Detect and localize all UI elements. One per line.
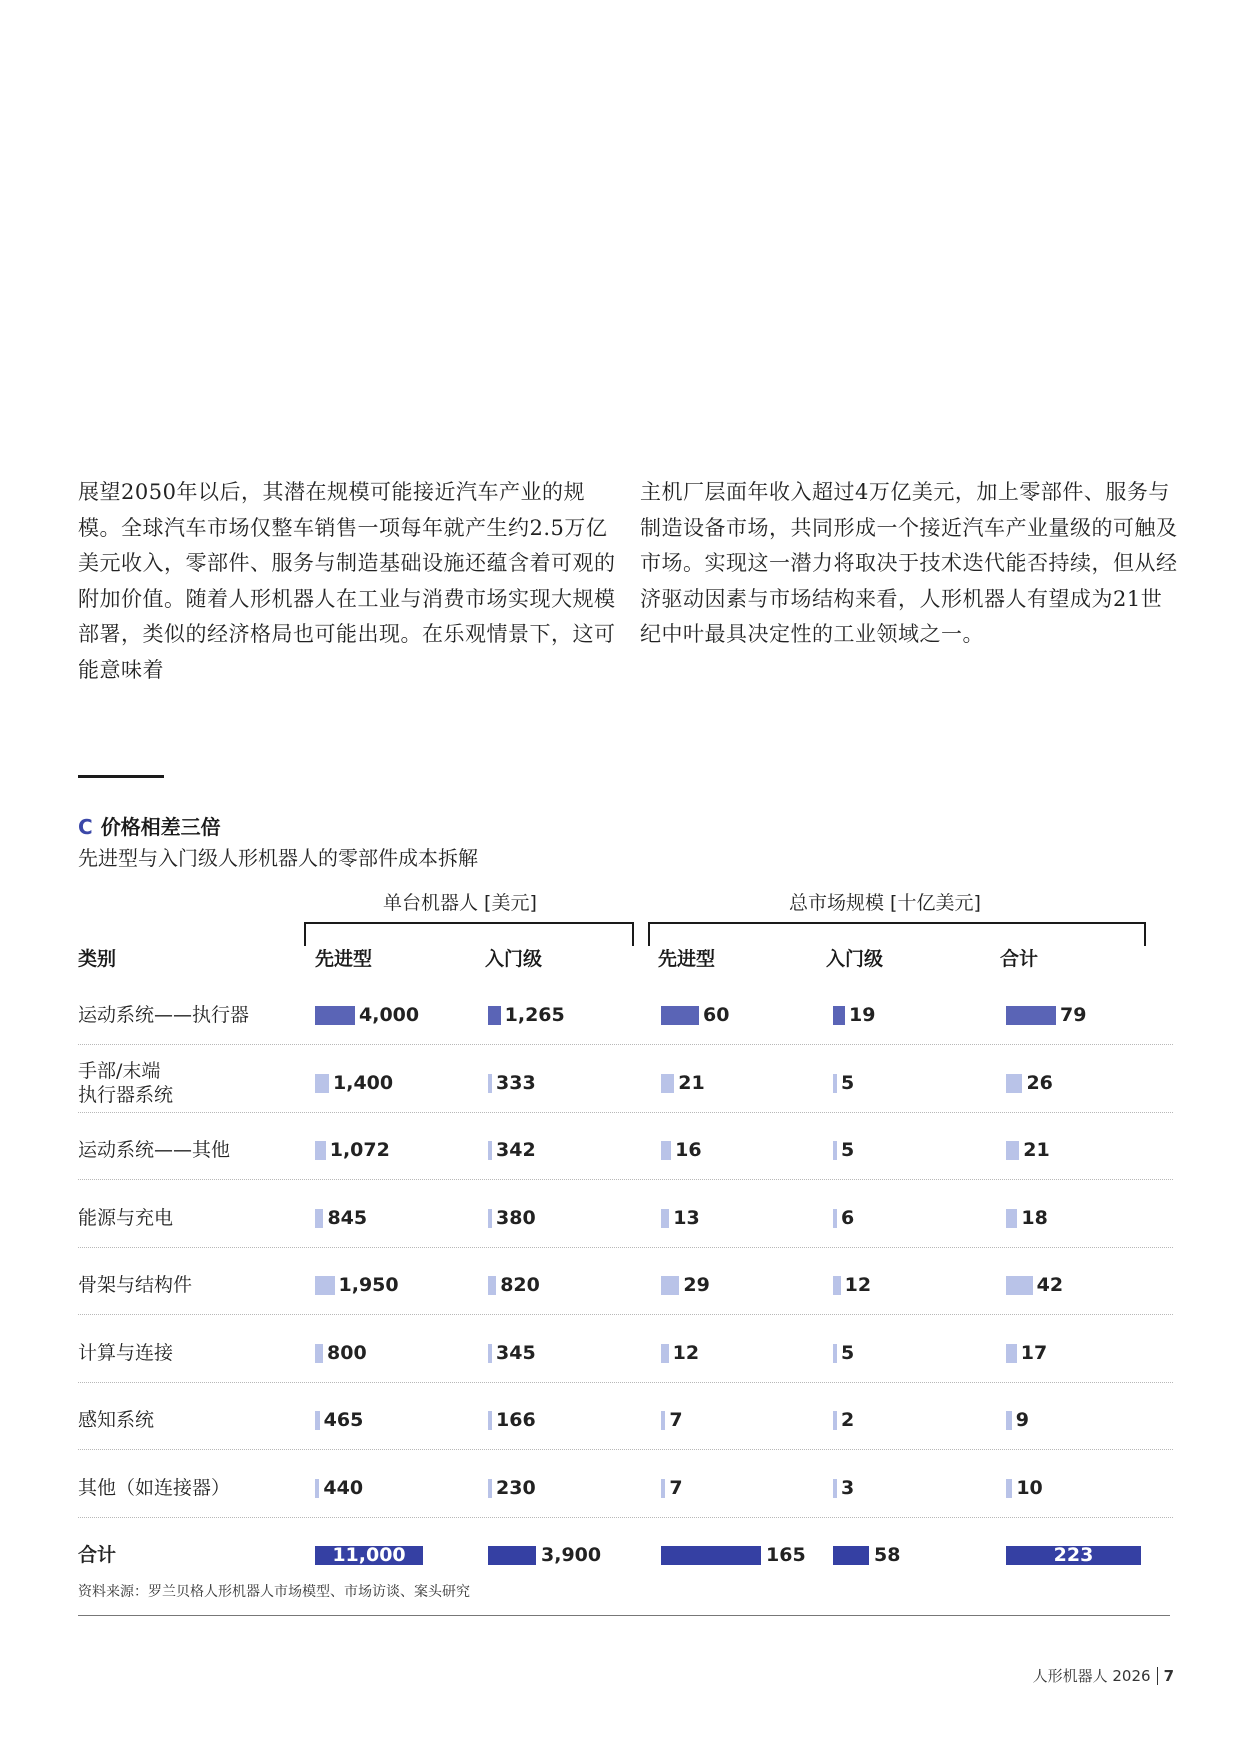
value-bar <box>488 1479 492 1498</box>
value-bar <box>315 1209 323 1228</box>
row-divider <box>78 1179 1173 1180</box>
value-bar <box>488 1344 492 1363</box>
value-label: 42 <box>1036 1274 1064 1296</box>
value-label: 380 <box>496 1206 536 1229</box>
value-bar <box>1006 1479 1012 1498</box>
value-bar <box>833 1276 841 1295</box>
value-bar <box>661 1141 671 1160</box>
category-label-line: 运动系统——执行器 <box>78 1004 250 1026</box>
value-bar <box>488 1209 492 1228</box>
value-label: 12 <box>844 1274 872 1296</box>
col-header-market-entry: 入门级 <box>826 948 884 970</box>
value-label: 5 <box>841 1341 855 1364</box>
col-header-market-total: 合计 <box>1000 948 1039 970</box>
category-label <box>78 1059 173 1107</box>
value-label: 845 <box>327 1206 368 1229</box>
value-label: 1,265 <box>504 1004 565 1026</box>
value-bar <box>315 1276 335 1295</box>
value-bar <box>1006 1141 1019 1160</box>
value-label: 465 <box>323 1409 364 1431</box>
value-bar <box>315 1074 329 1093</box>
value-bar <box>488 1006 501 1025</box>
bracket-unit <box>304 922 634 946</box>
value-label: 3 <box>841 1476 855 1499</box>
bottom-rule <box>78 1615 1170 1616</box>
value-bar <box>488 1276 496 1295</box>
figure-subtitle: 先进型与入门级人形机器人的零部件成本拆解 <box>78 846 478 870</box>
value-label: 4,000 <box>359 1004 420 1026</box>
row-divider <box>78 1382 1173 1383</box>
table-row <box>78 1252 1170 1320</box>
value-label: 18 <box>1021 1206 1048 1229</box>
value-label: 5 <box>841 1071 855 1094</box>
value-label: 1,072 <box>329 1139 390 1161</box>
value-label: 17 <box>1020 1341 1048 1364</box>
value-label: 333 <box>496 1071 536 1094</box>
value-label: 7 <box>669 1476 683 1499</box>
value-label: 79 <box>1060 1004 1087 1026</box>
value-label: 21 <box>678 1071 705 1094</box>
value-bar <box>661 1479 665 1498</box>
value-label: 29 <box>683 1274 710 1296</box>
value-bar <box>315 1344 323 1363</box>
table-row <box>78 982 1170 1050</box>
total-label: 合计 <box>78 1544 117 1566</box>
col-header-market-advanced: 先进型 <box>658 948 716 970</box>
category-label <box>78 1408 154 1432</box>
value-label: 166 <box>496 1409 536 1431</box>
value-label: 440 <box>323 1476 364 1499</box>
value-bar <box>661 1276 679 1295</box>
value-bar <box>661 1411 665 1430</box>
value-label: 820 <box>500 1274 540 1296</box>
value-label: 21 <box>1023 1139 1050 1161</box>
value-bar <box>488 1141 492 1160</box>
bracket-market <box>648 922 1146 946</box>
value-label: 230 <box>496 1476 536 1499</box>
value-label: 10 <box>1016 1476 1043 1499</box>
category-label <box>78 1206 173 1230</box>
figure-title-text: 价格相差三倍 <box>100 815 221 839</box>
value-bar <box>1006 1074 1022 1093</box>
value-label: 12 <box>672 1341 700 1364</box>
value-label: 223 <box>1053 1544 1094 1566</box>
table-row <box>78 1455 1170 1523</box>
table-row <box>78 1117 1170 1185</box>
value-bar <box>1006 1209 1017 1228</box>
value-bar <box>833 1074 837 1093</box>
category-label-line: 计算与连接 <box>78 1341 174 1364</box>
value-bar <box>1006 1006 1056 1025</box>
value-bar <box>661 1344 669 1363</box>
row-divider <box>78 1449 1173 1450</box>
value-bar <box>488 1411 492 1430</box>
category-label-line: 执行器系统 <box>78 1083 174 1106</box>
value-bar <box>833 1209 837 1228</box>
value-bar <box>833 1006 845 1025</box>
category-header: 类别 <box>78 948 117 970</box>
value-label: 13 <box>673 1206 700 1229</box>
row-divider <box>78 1247 1173 1248</box>
value-label: 1,400 <box>333 1071 394 1094</box>
body-text-left: 展望2050年以后，其潜在规模可能接近汽车产业的规模。全球汽车市场仅整车销售一项每年就产生约2.5万亿美元收入，零部件、服务与制造基础设施还蕴含着可观的附加价值。随着人形机器人在工业与消费市场实现大规模部署，类似的经济格局也可能出现。在乐观情景下，这可能意味着 <box>78 480 616 682</box>
source-note: 资料来源：罗兰贝格人形机器人市场模型、市场访谈、案头研究 <box>78 1584 470 1600</box>
value-bar <box>488 1546 536 1565</box>
value-label: 3,900 <box>541 1544 602 1566</box>
footer-title: 人形机器人 2026 <box>1032 1667 1151 1685</box>
table-row <box>78 1050 1170 1118</box>
section-rule <box>78 775 164 778</box>
category-label <box>78 1138 230 1162</box>
category-label-line: 手部/末端 <box>78 1059 161 1082</box>
value-label: 58 <box>874 1544 901 1566</box>
value-label: 6 <box>841 1206 855 1229</box>
value-label: 345 <box>496 1341 536 1364</box>
value-label: 7 <box>669 1409 683 1431</box>
value-bar <box>833 1344 837 1363</box>
group-header-unit: 单台机器人 [美元] <box>383 892 537 914</box>
category-label <box>78 1476 230 1500</box>
value-bar <box>833 1479 837 1498</box>
value-bar <box>315 1141 326 1160</box>
value-bar <box>1006 1276 1033 1295</box>
category-label <box>78 1341 173 1365</box>
value-bar <box>315 1479 319 1498</box>
value-label: 800 <box>327 1341 367 1364</box>
page-number: 7 <box>1157 1667 1174 1685</box>
value-label: 19 <box>849 1004 876 1026</box>
value-label: 9 <box>1015 1409 1029 1431</box>
category-label <box>78 1003 249 1027</box>
table-row <box>78 1320 1170 1388</box>
category-label-line: 骨架与结构件 <box>78 1274 193 1296</box>
value-bar <box>315 1411 320 1430</box>
value-bar <box>833 1546 869 1565</box>
value-label: 342 <box>496 1139 536 1161</box>
category-label-line: 感知系统 <box>78 1409 155 1431</box>
col-header-unit-advanced: 先进型 <box>315 948 373 970</box>
category-label-line: 能源与充电 <box>78 1206 174 1229</box>
value-label: 11,000 <box>332 1544 406 1566</box>
value-bar <box>661 1074 674 1093</box>
figure-letter: C <box>78 815 93 839</box>
category-label-line: 其他（如连接器） <box>78 1476 231 1499</box>
figure-title <box>78 811 221 840</box>
total-row <box>78 1522 1170 1590</box>
page-footer <box>1033 1665 1174 1686</box>
value-bar <box>488 1074 492 1093</box>
value-label: 5 <box>841 1139 855 1161</box>
group-header-market: 总市场规模 [十亿美元] <box>789 892 981 914</box>
value-label: 16 <box>675 1139 702 1161</box>
value-bar <box>661 1546 761 1565</box>
value-label: 1,950 <box>338 1274 399 1296</box>
category-label-line: 运动系统——其他 <box>78 1139 231 1161</box>
value-bar <box>1006 1344 1017 1363</box>
row-divider <box>78 1314 1173 1315</box>
body-text-right: 主机厂层面年收入超过4万亿美元，加上零部件、服务与制造设备市场，共同形成一个接近汽车产业量级的可触及市场。实现这一潜力将取决于技术迭代能否持续，但从经济驱动因素与市场结构来看，人形机器人有望成为21世纪中叶最具决定性的工业领域之一。 <box>640 480 1178 646</box>
value-label: 60 <box>703 1004 730 1026</box>
value-bar <box>1006 1411 1012 1430</box>
row-divider <box>78 1112 1173 1113</box>
value-label: 26 <box>1026 1071 1053 1094</box>
table-row <box>78 1387 1170 1455</box>
value-bar <box>661 1006 699 1025</box>
col-header-unit-entry: 入门级 <box>485 948 543 970</box>
value-bar <box>315 1006 355 1025</box>
value-bar <box>833 1141 837 1160</box>
value-label: 165 <box>766 1544 806 1566</box>
value-bar <box>833 1411 837 1430</box>
row-divider <box>78 1517 1173 1518</box>
value-label: 2 <box>841 1409 855 1431</box>
category-label <box>78 1273 192 1297</box>
row-divider <box>78 1044 1173 1045</box>
table-row <box>78 1185 1170 1253</box>
value-bar <box>661 1209 669 1228</box>
